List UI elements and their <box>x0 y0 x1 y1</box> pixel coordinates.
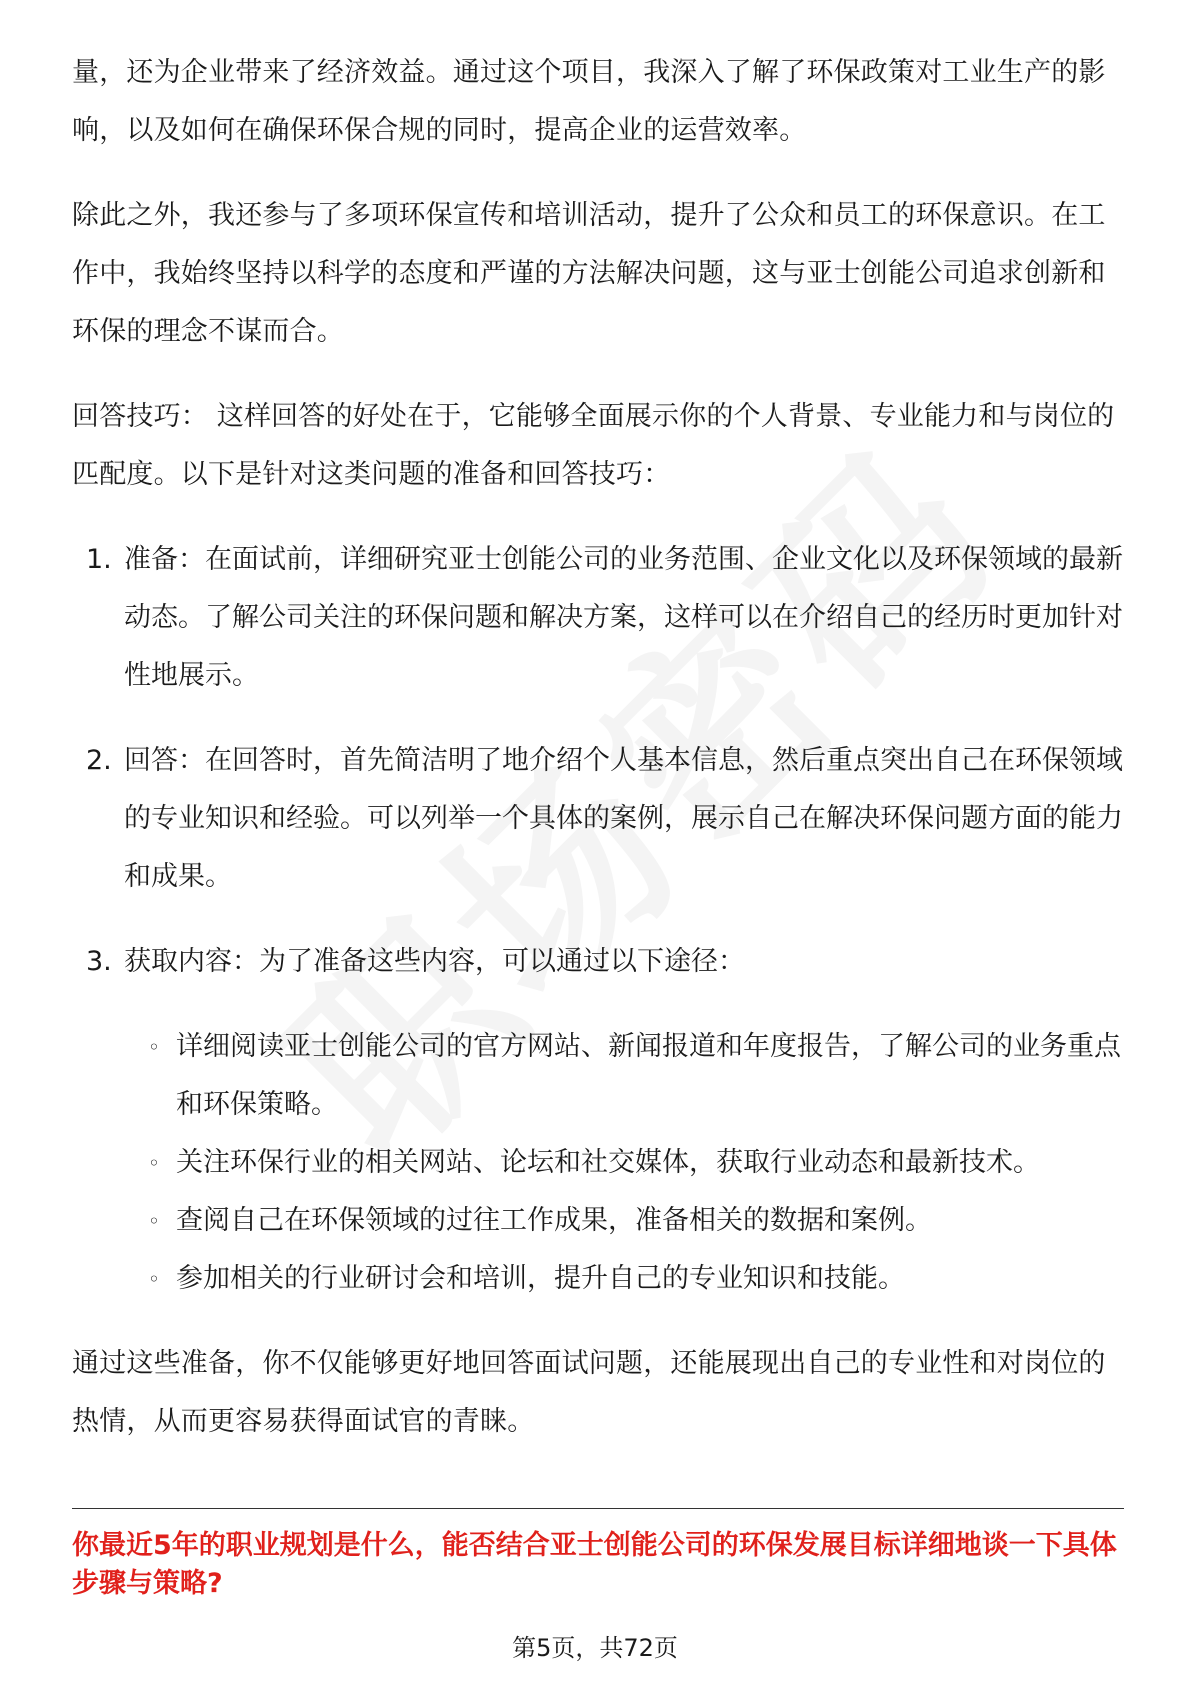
closing-paragraph: 通过这些准备，你不仅能够更好地回答面试问题，还能展现出自己的专业性和对岗位的热情，从而更容易获得面试官的青睐。 <box>72 1348 1106 1437</box>
step-number: 3. <box>86 946 112 977</box>
list-item-step-2 <box>72 732 1124 906</box>
list-item <box>72 1192 1124 1250</box>
bullet-text: 详细阅读亚士创能公司的官方网站、新闻报道和年度报告，了解公司的业务重点和环保策略。 <box>176 1031 1121 1120</box>
bullet-icon: ◦ <box>148 1209 160 1233</box>
paragraph-2: 除此之外，我还参与了多项环保宣传和培训活动，提升了公众和员工的环保意识。在工作中，我始终坚持以科学的态度和严谨的方法解决问题，这与亚士创能公司追求创新和环保的理念不谋而合。 <box>72 200 1106 347</box>
answer-tips-paragraph: 回答技巧： 这样回答的好处在于，它能够全面展示你的个人背景、专业能力和与岗位的匹配度。以下是针对这类问题的准备和回答技巧： <box>72 401 1115 490</box>
bullet-icon: ◦ <box>148 1151 160 1175</box>
bullet-text: 关注环保行业的相关网站、论坛和社交媒体，获取行业动态和最新技术。 <box>176 1147 1040 1178</box>
bullet-text: 查阅自己在环保领域的过往工作成果，准备相关的数据和案例。 <box>176 1205 932 1236</box>
step-number: 2. <box>86 745 112 776</box>
list-item <box>72 1250 1124 1308</box>
list-item-step-3 <box>72 933 1124 991</box>
section-divider <box>72 1508 1124 1509</box>
page-footer: 第5页，共72页 <box>512 1634 678 1662</box>
list-item <box>72 1134 1124 1192</box>
bullet-icon: ◦ <box>148 1035 160 1059</box>
sources-list <box>72 1018 1124 1308</box>
steps-list <box>72 531 1124 991</box>
bullet-text: 参加相关的行业研讨会和培训，提升自己的专业知识和技能。 <box>176 1263 905 1294</box>
paragraph-1: 量，还为企业带来了经济效益。通过这个项目，我深入了解了环保政策对工业生产的影响，以及如何在确保环保合规的同时，提高企业的运营效率。 <box>72 57 1106 146</box>
step-text: 回答：在回答时，首先简洁明了地介绍个人基本信息，然后重点突出自己在环保领域的专业知识和经验。可以列举一个具体的案例，展示自己在解决环保问题方面的能力和成果。 <box>124 745 1123 892</box>
step-text: 准备：在面试前，详细研究亚士创能公司的业务范围、企业文化以及环保领域的最新动态。了解公司关注的环保问题和解决方案，这样可以在介绍自己的经历时更加针对性地展示。 <box>124 544 1123 691</box>
step-number: 1. <box>86 544 112 575</box>
list-item <box>72 1018 1124 1134</box>
page-content <box>72 44 1124 1478</box>
step-text: 获取内容：为了准备这些内容，可以通过以下途径： <box>124 946 745 977</box>
list-item-step-1 <box>72 531 1124 705</box>
next-question-heading: 你最近5年的职业规划是什么，能否结合亚士创能公司的环保发展目标详细地谈一下具体步骤与策略? <box>72 1530 1117 1599</box>
bullet-icon: ◦ <box>148 1267 160 1291</box>
